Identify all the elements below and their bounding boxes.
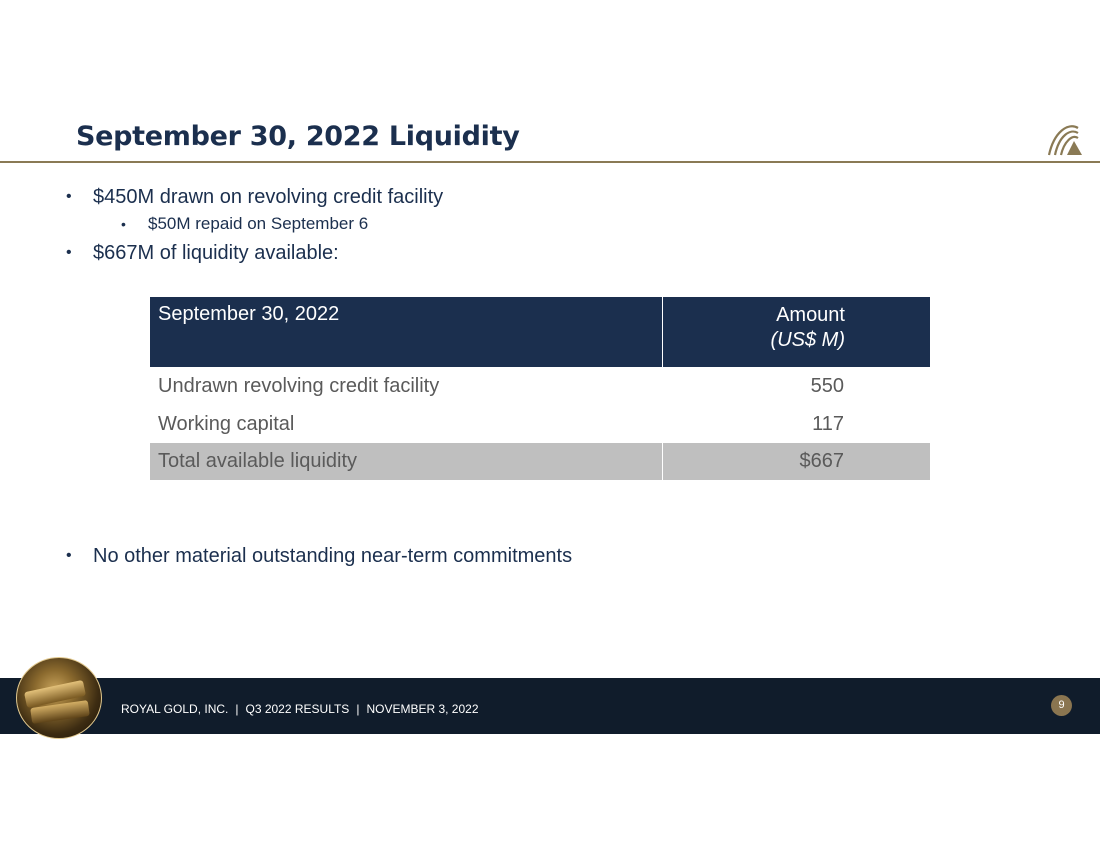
liquidity-table (150, 297, 930, 480)
bullet-dot: • (66, 188, 72, 205)
bullet-dot: • (121, 216, 126, 232)
row-value: 550 (810, 374, 844, 397)
total-label: Total available liquidity (150, 443, 663, 480)
table-header-row (150, 297, 930, 367)
bullet-text: $50M repaid on September 6 (148, 214, 369, 233)
row-label: Undrawn revolving credit facility (158, 374, 440, 397)
row-label: Working capital (158, 412, 295, 435)
gold-bars-photo (16, 657, 102, 739)
bullet-dot: • (66, 547, 72, 564)
table-total-row (150, 443, 930, 480)
header-amount-label: Amount (776, 304, 845, 326)
royal-gold-logo-icon (1046, 120, 1084, 158)
title-divider (0, 161, 1100, 163)
footer-separator: | (235, 702, 239, 716)
bullet-dot: • (66, 244, 72, 261)
table-row (150, 367, 930, 405)
footer-text (121, 702, 479, 716)
header-amount (663, 297, 931, 367)
footer-report: Q3 2022 RESULTS (245, 702, 350, 716)
header-date: September 30, 2022 (150, 297, 663, 367)
total-value: $667 (663, 443, 931, 480)
table-row (150, 405, 930, 443)
bullet-text: No other material outstanding near-term commitments (93, 545, 573, 567)
footer-company: ROYAL GOLD, INC. (121, 702, 229, 716)
slide-title: September 30, 2022 Liquidity (76, 121, 520, 152)
bullet-text: $450M drawn on revolving credit facility (93, 186, 444, 208)
header-amount-unit: (US$ M) (770, 329, 845, 351)
row-value: 117 (812, 412, 844, 435)
bullet-text: $667M of liquidity available: (93, 242, 339, 264)
page-number-badge: 9 (1051, 695, 1072, 716)
footer-date: NOVEMBER 3, 2022 (366, 702, 479, 716)
footer-separator: | (356, 702, 360, 716)
